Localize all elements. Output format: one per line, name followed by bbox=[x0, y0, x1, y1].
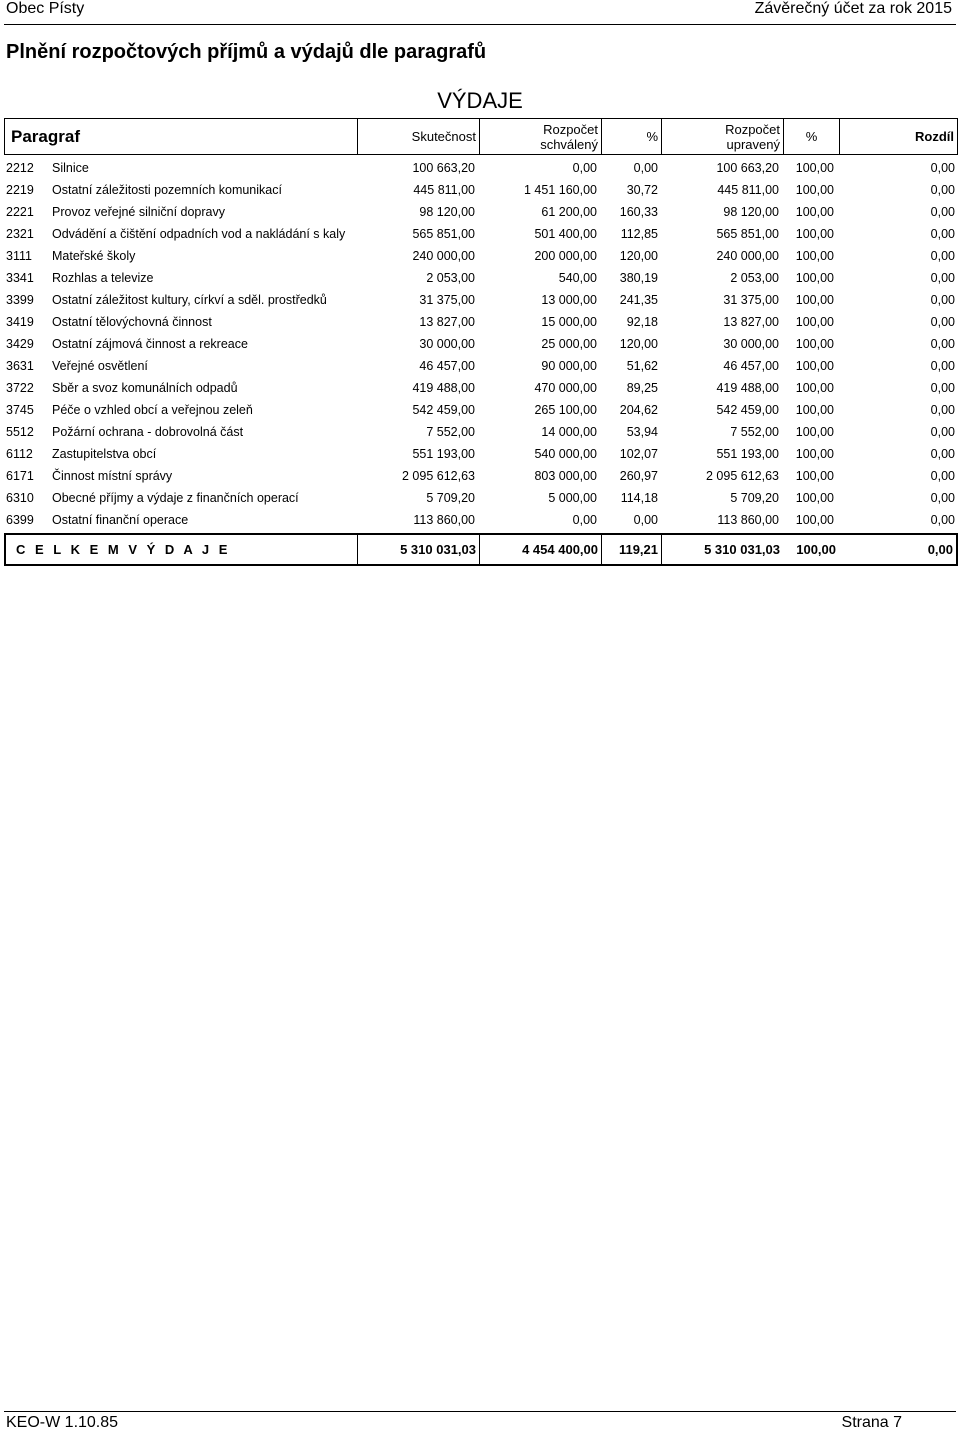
row-rozpocet-schvaleny: 1 451 160,00 bbox=[524, 183, 597, 197]
table-row bbox=[0, 399, 960, 421]
row-name: Sběr a svoz komunálních odpadů bbox=[52, 381, 238, 395]
footer-version: KEO-W 1.10.85 bbox=[6, 1414, 119, 1431]
column-header-paragraf bbox=[5, 119, 357, 154]
row-rozpocet-upraveny: 5 709,20 bbox=[730, 491, 779, 505]
row-name: Provoz veřejné silniční dopravy bbox=[52, 205, 225, 219]
row-rozpocet-schvaleny: 14 000,00 bbox=[541, 425, 597, 439]
row-name: Péče o vzhled obcí a veřejnou zeleň bbox=[52, 403, 253, 417]
row-name: Činnost místní správy bbox=[52, 469, 173, 483]
row-pct2: 100,00 bbox=[795, 315, 834, 329]
column-header-pct2 bbox=[783, 119, 839, 154]
row-rozdil: 0,00 bbox=[930, 205, 955, 219]
row-name: Požární ochrana - dobrovolná část bbox=[52, 425, 244, 439]
row-code: 3631 bbox=[6, 359, 34, 373]
row-rozdil: 0,00 bbox=[930, 513, 955, 527]
row-pct2: 100,00 bbox=[795, 205, 834, 219]
row-skutecnost: 542 459,00 bbox=[412, 403, 475, 417]
row-code: 2221 bbox=[6, 205, 34, 219]
page-header bbox=[0, 0, 960, 26]
row-pct1: 102,07 bbox=[619, 447, 658, 461]
row-rozdil: 0,00 bbox=[930, 491, 955, 505]
row-skutecnost: 31 375,00 bbox=[419, 293, 475, 307]
row-pct1: 204,62 bbox=[619, 403, 658, 417]
row-rozpocet-upraveny: 100 663,20 bbox=[716, 161, 779, 175]
column-label bbox=[725, 122, 780, 152]
column-label: % bbox=[805, 129, 818, 144]
row-skutecnost: 419 488,00 bbox=[412, 381, 475, 395]
row-rozpocet-schvaleny: 0,00 bbox=[572, 513, 597, 527]
row-rozpocet-schvaleny: 25 000,00 bbox=[541, 337, 597, 351]
row-name: Ostatní záležitosti pozemních komunikací bbox=[52, 183, 282, 197]
column-label-line1: Rozpočet bbox=[543, 121, 598, 137]
column-label-line1: Rozpočet bbox=[725, 121, 780, 137]
row-rozpocet-schvaleny: 90 000,00 bbox=[541, 359, 597, 373]
row-code: 2212 bbox=[6, 161, 34, 175]
row-rozpocet-schvaleny: 5 000,00 bbox=[548, 491, 597, 505]
row-skutecnost: 100 663,20 bbox=[412, 161, 475, 175]
row-pct2: 100,00 bbox=[795, 491, 834, 505]
row-pct2: 100,00 bbox=[795, 381, 834, 395]
row-name: Rozhlas a televize bbox=[52, 271, 154, 285]
row-pct2: 100,00 bbox=[795, 469, 834, 483]
row-rozdil: 0,00 bbox=[930, 425, 955, 439]
row-name: Ostatní záležitost kultury, církví a sděl. prostředků bbox=[52, 293, 327, 307]
row-code: 2219 bbox=[6, 183, 34, 197]
row-name: Silnice bbox=[52, 161, 89, 175]
table-row bbox=[0, 355, 960, 377]
row-rozdil: 0,00 bbox=[930, 359, 955, 373]
column-header-rozpocet-upraveny bbox=[661, 119, 783, 154]
row-name: Ostatní tělovýchovná činnost bbox=[52, 315, 212, 329]
table-row bbox=[0, 443, 960, 465]
row-code: 6310 bbox=[6, 491, 34, 505]
section-title: VÝDAJE bbox=[437, 88, 523, 113]
column-label: % bbox=[646, 129, 658, 144]
row-skutecnost: 30 000,00 bbox=[419, 337, 475, 351]
row-pct1: 241,35 bbox=[619, 293, 658, 307]
row-rozdil: 0,00 bbox=[930, 161, 955, 175]
row-code: 3341 bbox=[6, 271, 34, 285]
row-pct1: 92,18 bbox=[626, 315, 658, 329]
row-rozpocet-upraveny: 7 552,00 bbox=[730, 425, 779, 439]
row-rozpocet-upraveny: 98 120,00 bbox=[723, 205, 779, 219]
row-rozdil: 0,00 bbox=[930, 403, 955, 417]
row-rozpocet-schvaleny: 803 000,00 bbox=[534, 469, 597, 483]
row-rozpocet-schvaleny: 540,00 bbox=[558, 271, 597, 285]
column-label: Paragraf bbox=[11, 127, 80, 146]
row-pct1: 120,00 bbox=[619, 249, 658, 263]
table-row bbox=[0, 421, 960, 443]
total-rozpocet-upraveny: 5 310 031,03 bbox=[661, 535, 783, 564]
row-pct2: 100,00 bbox=[795, 513, 834, 527]
row-code: 3745 bbox=[6, 403, 34, 417]
row-pct2: 100,00 bbox=[795, 425, 834, 439]
footer-divider bbox=[4, 1411, 956, 1412]
row-name: Odvádění a čištění odpadních vod a nakládání s kaly bbox=[52, 227, 346, 241]
row-pct1: 160,33 bbox=[619, 205, 658, 219]
column-header-skutecnost bbox=[357, 119, 479, 154]
row-pct1: 112,85 bbox=[620, 227, 658, 241]
table-row bbox=[0, 377, 960, 399]
row-rozpocet-schvaleny: 0,00 bbox=[572, 161, 597, 175]
row-skutecnost: 445 811,00 bbox=[413, 183, 475, 197]
row-code: 3111 bbox=[6, 249, 32, 263]
table-row bbox=[0, 509, 960, 531]
row-code: 3399 bbox=[6, 293, 34, 307]
row-rozdil: 0,00 bbox=[930, 315, 955, 329]
total-label: C E L K E M V Ý D A J E bbox=[16, 542, 231, 557]
row-pct1: 51,62 bbox=[626, 359, 658, 373]
row-code: 3429 bbox=[6, 337, 34, 351]
row-rozpocet-upraveny: 445 811,00 bbox=[717, 183, 779, 197]
row-name: Obecné příjmy a výdaje z finančních operací bbox=[52, 491, 299, 505]
column-label-line2: schválený bbox=[540, 136, 598, 152]
table-row bbox=[0, 201, 960, 223]
row-code: 6112 bbox=[6, 447, 33, 461]
row-rozdil: 0,00 bbox=[930, 447, 955, 461]
total-pct2: 100,00 bbox=[796, 542, 836, 557]
row-code: 3722 bbox=[6, 381, 34, 395]
row-skutecnost: 240 000,00 bbox=[412, 249, 475, 263]
row-code: 6171 bbox=[6, 469, 34, 483]
row-skutecnost: 98 120,00 bbox=[419, 205, 475, 219]
row-rozdil: 0,00 bbox=[930, 227, 955, 241]
column-label bbox=[540, 122, 598, 152]
row-name: Veřejné osvětlení bbox=[52, 359, 148, 373]
row-rozdil: 0,00 bbox=[930, 183, 955, 197]
column-header-rozdil bbox=[839, 119, 957, 154]
row-skutecnost: 2 053,00 bbox=[426, 271, 475, 285]
table-row bbox=[0, 487, 960, 509]
row-rozpocet-schvaleny: 470 000,00 bbox=[534, 381, 597, 395]
row-skutecnost: 7 552,00 bbox=[426, 425, 475, 439]
table-row bbox=[0, 333, 960, 355]
row-pct2: 100,00 bbox=[795, 161, 834, 175]
table-row bbox=[0, 245, 960, 267]
row-pct2: 100,00 bbox=[795, 359, 834, 373]
row-pct1: 53,94 bbox=[626, 425, 658, 439]
row-skutecnost: 565 851,00 bbox=[412, 227, 475, 241]
row-pct1: 0,00 bbox=[633, 513, 658, 527]
column-header-pct1 bbox=[601, 119, 661, 154]
row-pct1: 120,00 bbox=[619, 337, 658, 351]
row-pct1: 260,97 bbox=[619, 469, 658, 483]
report-name: Závěrečný účet za rok 2015 bbox=[754, 0, 952, 17]
table-row bbox=[0, 157, 960, 179]
row-name: Ostatní finanční operace bbox=[52, 513, 189, 527]
row-rozpocet-upraveny: 2 053,00 bbox=[730, 271, 779, 285]
row-rozdil: 0,00 bbox=[930, 293, 955, 307]
total-rozpocet-schvaleny: 4 454 400,00 bbox=[479, 535, 601, 564]
row-name: Zastupitelstva obcí bbox=[52, 447, 157, 461]
row-rozpocet-upraveny: 31 375,00 bbox=[723, 293, 779, 307]
row-rozpocet-upraveny: 240 000,00 bbox=[716, 249, 779, 263]
row-pct1: 114,18 bbox=[620, 491, 658, 505]
row-rozpocet-upraveny: 419 488,00 bbox=[716, 381, 779, 395]
table-row bbox=[0, 289, 960, 311]
total-rozdil: 0,00 bbox=[927, 542, 953, 557]
row-pct2: 100,00 bbox=[795, 183, 834, 197]
row-pct2: 100,00 bbox=[795, 447, 834, 461]
row-code: 5512 bbox=[6, 425, 34, 439]
table-row bbox=[0, 311, 960, 333]
row-rozpocet-upraveny: 30 000,00 bbox=[723, 337, 779, 351]
footer-page-number: Strana 7 bbox=[841, 1414, 902, 1431]
row-pct1: 89,25 bbox=[626, 381, 658, 395]
row-skutecnost: 113 860,00 bbox=[413, 513, 475, 527]
row-code: 6399 bbox=[6, 513, 34, 527]
row-rozpocet-schvaleny: 200 000,00 bbox=[534, 249, 597, 263]
table-header bbox=[4, 118, 958, 155]
row-skutecnost: 5 709,20 bbox=[426, 491, 475, 505]
header-divider bbox=[4, 24, 956, 25]
page-title: Plnění rozpočtových příjmů a výdajů dle paragrafů bbox=[6, 41, 487, 63]
row-pct2: 100,00 bbox=[795, 403, 834, 417]
row-rozpocet-upraveny: 2 095 612,63 bbox=[706, 469, 779, 483]
row-pct2: 100,00 bbox=[795, 249, 834, 263]
row-pct2: 100,00 bbox=[795, 293, 834, 307]
row-rozpocet-upraveny: 13 827,00 bbox=[723, 315, 779, 329]
column-header-rozpocet-schvaleny bbox=[479, 119, 601, 154]
total-row bbox=[4, 533, 958, 566]
row-rozpocet-schvaleny: 501 400,00 bbox=[534, 227, 597, 241]
row-rozpocet-upraveny: 565 851,00 bbox=[716, 227, 779, 241]
row-code: 2321 bbox=[6, 227, 34, 241]
row-rozdil: 0,00 bbox=[930, 271, 955, 285]
row-pct1: 30,72 bbox=[626, 183, 658, 197]
row-name: Ostatní zájmová činnost a rekreace bbox=[52, 337, 248, 351]
municipality-name: Obec Písty bbox=[6, 0, 85, 17]
row-rozdil: 0,00 bbox=[930, 249, 955, 263]
row-pct2: 100,00 bbox=[795, 271, 834, 285]
row-pct1: 0,00 bbox=[633, 161, 658, 175]
column-label: Rozdíl bbox=[915, 129, 954, 144]
row-pct2: 100,00 bbox=[795, 227, 834, 241]
column-label-line2: upravený bbox=[726, 136, 780, 152]
table-row bbox=[0, 223, 960, 245]
total-skutecnost: 5 310 031,03 bbox=[357, 535, 479, 564]
row-pct2: 100,00 bbox=[795, 337, 834, 351]
row-rozpocet-upraveny: 113 860,00 bbox=[717, 513, 779, 527]
row-rozpocet-upraveny: 551 193,00 bbox=[716, 447, 779, 461]
total-pct1: 119,21 bbox=[601, 535, 661, 564]
row-rozpocet-schvaleny: 265 100,00 bbox=[534, 403, 597, 417]
table-row bbox=[0, 179, 960, 201]
row-skutecnost: 2 095 612,63 bbox=[402, 469, 475, 483]
row-pct1: 380,19 bbox=[619, 271, 658, 285]
row-skutecnost: 551 193,00 bbox=[412, 447, 475, 461]
row-skutecnost: 46 457,00 bbox=[419, 359, 475, 373]
row-rozpocet-upraveny: 542 459,00 bbox=[716, 403, 779, 417]
row-rozdil: 0,00 bbox=[930, 469, 955, 483]
table-row bbox=[0, 465, 960, 487]
row-rozpocet-schvaleny: 15 000,00 bbox=[541, 315, 597, 329]
row-skutecnost: 13 827,00 bbox=[419, 315, 475, 329]
row-code: 3419 bbox=[6, 315, 34, 329]
column-label: Skutečnost bbox=[411, 129, 476, 144]
row-rozpocet-schvaleny: 13 000,00 bbox=[541, 293, 597, 307]
row-rozpocet-schvaleny: 540 000,00 bbox=[534, 447, 597, 461]
table-row bbox=[0, 267, 960, 289]
row-rozpocet-schvaleny: 61 200,00 bbox=[541, 205, 597, 219]
row-rozdil: 0,00 bbox=[930, 381, 955, 395]
row-name: Mateřské školy bbox=[52, 249, 136, 263]
row-rozdil: 0,00 bbox=[930, 337, 955, 351]
row-rozpocet-upraveny: 46 457,00 bbox=[723, 359, 779, 373]
